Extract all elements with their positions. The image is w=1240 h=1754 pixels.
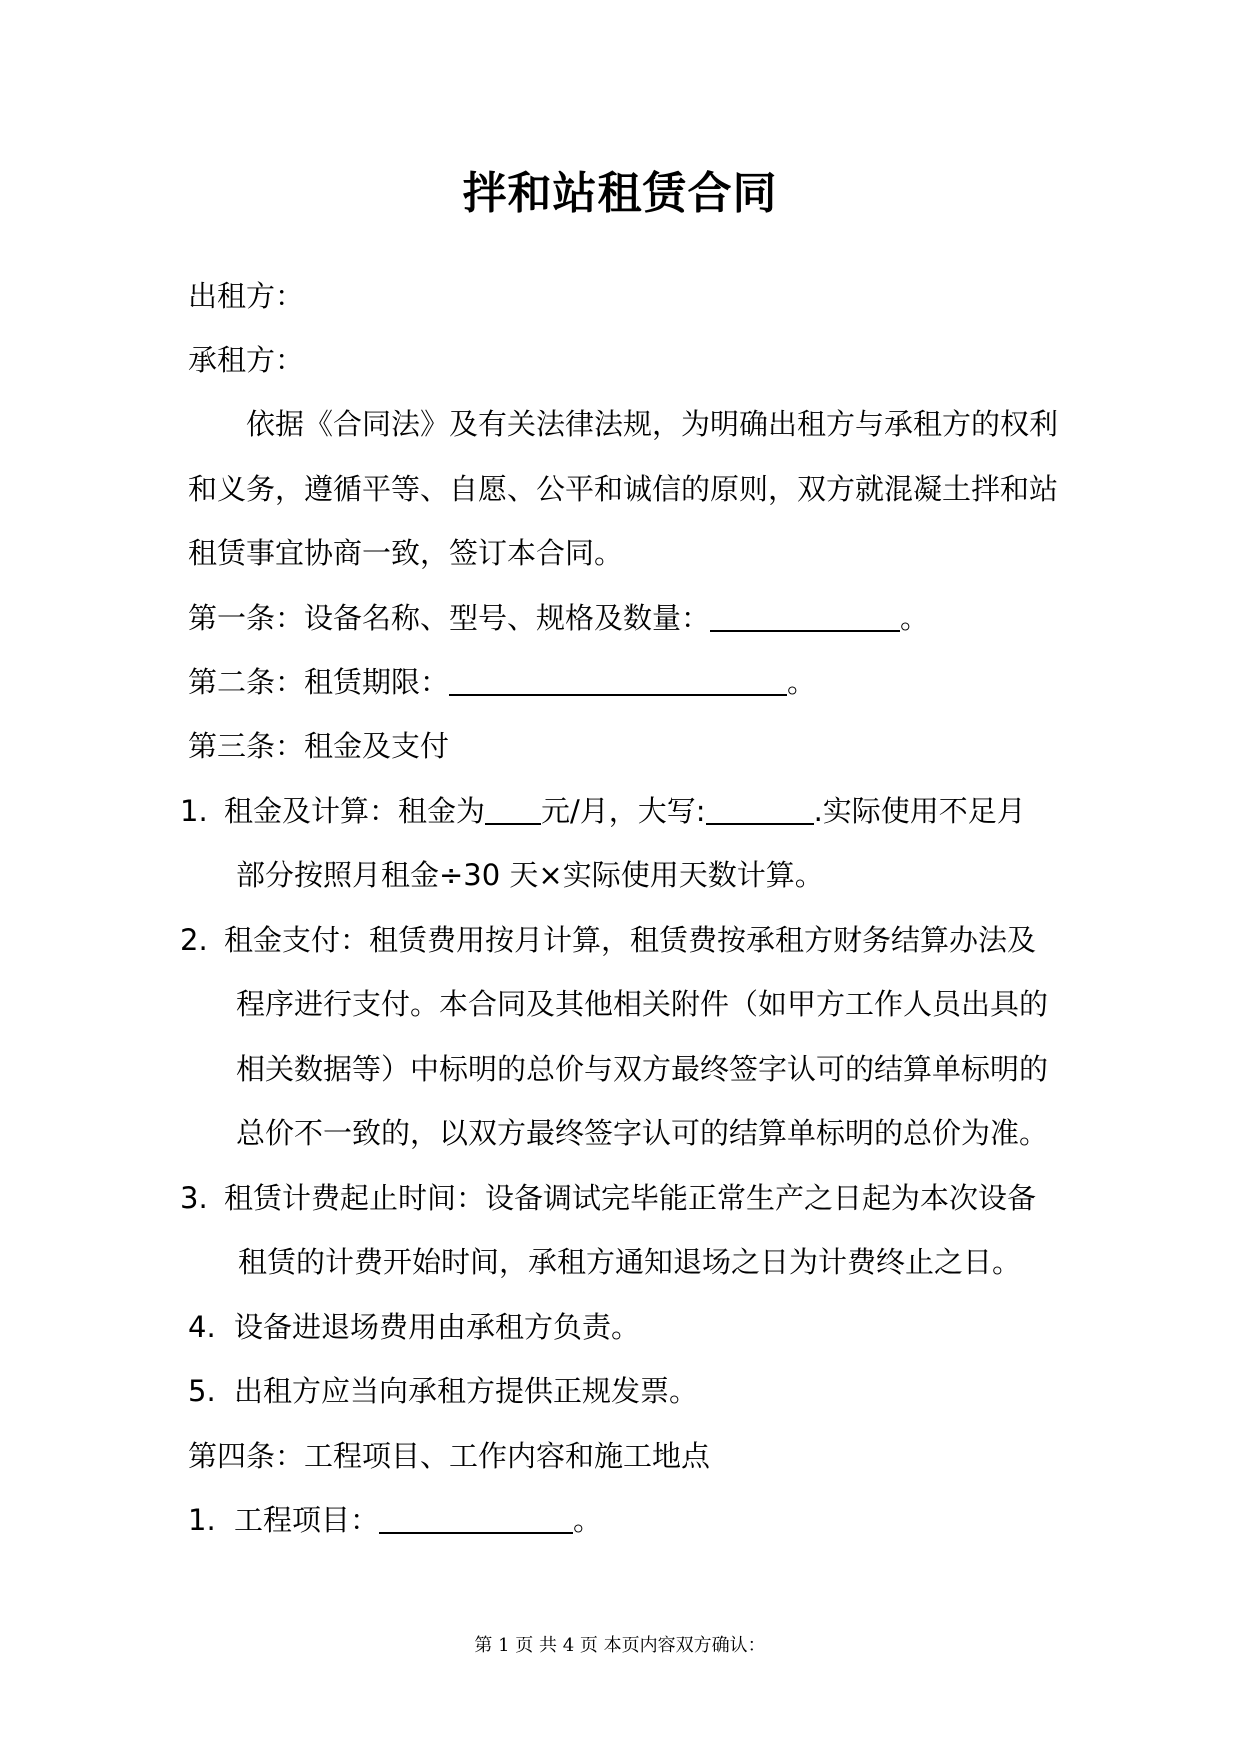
lessor-label: 出租方：: [188, 279, 305, 313]
page-footer: 第 1 页 共 4 页 本页内容双方确认：: [474, 1635, 766, 1656]
item-2-line-1: 租金支付：租赁费用按月计算，租赁费按承租方财务结算办法及: [224, 923, 1037, 957]
item-1-part-b: 元/月，大写:: [541, 794, 706, 828]
article-1-end: 。: [900, 601, 930, 635]
intro-line-3: 租赁事宜协商一致，签订本合同。: [188, 536, 624, 570]
article-3-item-2: [180, 920, 1036, 960]
item-number: 2.: [180, 923, 208, 957]
article-2-end: 。: [787, 665, 817, 699]
project-name-blank: [379, 1502, 573, 1534]
article-3-item-4: [188, 1307, 640, 1347]
item-1-part-c: .实际使用不足月: [813, 794, 1026, 828]
rent-uppercase-blank: [706, 793, 814, 825]
article-1-text: 第一条：设备名称、型号、规格及数量：: [188, 601, 711, 635]
article-2: [188, 662, 816, 702]
document-title: 拌和站租赁合同: [462, 168, 778, 219]
intro-line-2: 和义务，遵循平等、自愿、公平和诚信的原则，双方就混凝土拌和站: [188, 472, 1059, 506]
article-3-item-2-line-2: 程序进行支付。本合同及其他相关附件（如甲方工作人员出具的: [236, 987, 1049, 1021]
item-number: 5.: [188, 1374, 216, 1408]
article-2-text: 第二条：租赁期限：: [188, 665, 450, 699]
item-4-text: 设备进退场费用由承租方负责。: [234, 1310, 641, 1344]
item-number: 1.: [188, 1503, 216, 1537]
article-2-blank: [449, 664, 787, 696]
article-3-item-3: [180, 1178, 1036, 1218]
item-1-part-a: 租金及计算：租金为: [224, 794, 486, 828]
item-number: 1.: [180, 794, 208, 828]
item-number: 3.: [180, 1181, 208, 1215]
intro-line-1: 依据《合同法》及有关法律法规，为明确出租方与承租方的权利: [246, 407, 1059, 441]
item-3-line-1: 租赁计费起止时间：设备调试完毕能正常生产之日起为本次设备: [224, 1181, 1037, 1215]
article-3-item-2-line-3: 相关数据等）中标明的总价与双方最终签字认可的结算单标明的: [236, 1052, 1049, 1086]
article-4-item-1: [188, 1500, 602, 1540]
lessee-label: 承租方：: [188, 343, 305, 377]
article-3-item-2-line-4: 总价不一致的，以双方最终签字认可的结算单标明的总价为准。: [236, 1116, 1049, 1150]
article-4-item-1-end: 。: [573, 1503, 603, 1537]
item-5-text: 出租方应当向承租方提供正规发票。: [234, 1374, 699, 1408]
article-1-blank: [710, 600, 900, 632]
rent-amount-blank: [485, 793, 541, 825]
article-3-item-3-line-2: 租赁的计费开始时间，承租方通知退场之日为计费终止之日。: [238, 1245, 1022, 1279]
item-number: 4.: [188, 1310, 216, 1344]
article-4-heading: 第四条：工程项目、工作内容和施工地点: [188, 1439, 711, 1473]
article-3-item-5: [188, 1371, 698, 1411]
article-3-item-1-line-2: 部分按照月租金÷30 天×实际使用天数计算。: [236, 858, 824, 892]
article-1: [188, 598, 929, 638]
article-3-item-1: [180, 791, 1026, 831]
article-4-item-1-text: 工程项目：: [234, 1503, 380, 1537]
article-3-heading: 第三条：租金及支付: [188, 729, 450, 763]
